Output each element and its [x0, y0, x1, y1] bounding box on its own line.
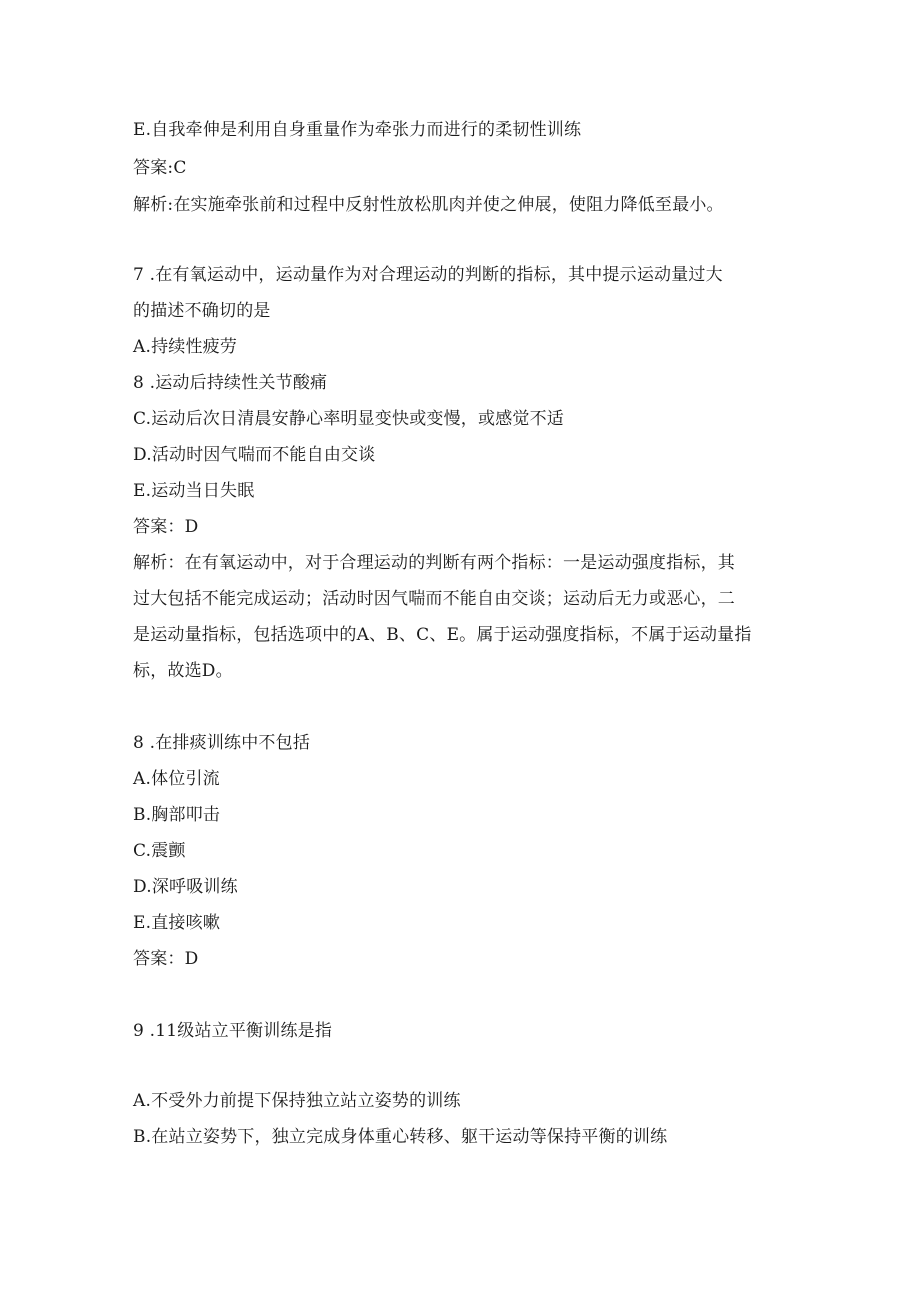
- q6-explanation: 解析:在实施牵张前和过程中反射性放松肌肉并使之伸展，使阻力降低至最小。: [133, 195, 724, 215]
- q9-stem: 9 .11级站立平衡训练是指: [133, 1021, 333, 1041]
- q8-answer: 答案：D: [133, 949, 199, 969]
- q7-option-e: E.运动当日失眠: [133, 481, 255, 501]
- q8-stem: 8 .在排痰训练中不包括: [133, 733, 311, 753]
- q7-option-a: A.持续性疲劳: [133, 337, 238, 357]
- q9-option-b: B.在站立姿势下，独立完成身体重心转移、躯干运动等保持平衡的训练: [133, 1127, 668, 1147]
- q8-option-b: B.胸部叩击: [133, 805, 221, 825]
- q7-explanation-line1: 解析：在有氧运动中，对于合理运动的判断有两个指标：一是运动强度指标，其: [133, 553, 735, 573]
- q7-option-d: D.活动时因气喘而不能自由交谈: [133, 445, 376, 465]
- q7-answer: 答案：D: [133, 517, 199, 537]
- q6-answer: 答案:C: [133, 158, 187, 178]
- q9-option-a: A.不受外力前提下保持独立站立姿势的训练: [133, 1091, 461, 1111]
- q7-option-c: C.运动后次日清晨安静心率明显变快或变慢，或感觉不适: [133, 409, 565, 429]
- q8-option-c: C.震颤: [133, 841, 186, 861]
- q7-option-b: 8 .运动后持续性关节酸痛: [133, 373, 328, 393]
- q6-option-e: E.自我牵伸是利用自身重量作为牵张力而进行的柔韧性训练: [133, 120, 582, 140]
- q8-option-a: A.体位引流: [133, 769, 220, 789]
- q7-stem-line1: 7 .在有氧运动中，运动量作为对合理运动的判断的指标，其中提示运动量过大: [133, 265, 723, 285]
- q7-explanation-line3: 是运动量指标，包括选项中的A、B、C、E。属于运动强度指标，不属于运动量指: [133, 625, 752, 645]
- q8-option-d: D.深呼吸训练: [133, 877, 238, 897]
- q7-explanation-line2: 过大包括不能完成运动；活动时因气喘而不能自由交谈；运动后无力或恶心，二: [133, 589, 735, 609]
- q7-explanation-line4: 标，故选D。: [133, 661, 233, 681]
- q7-stem-line2: 的描述不确切的是: [133, 301, 271, 321]
- q8-option-e: E.直接咳嗽: [133, 913, 221, 933]
